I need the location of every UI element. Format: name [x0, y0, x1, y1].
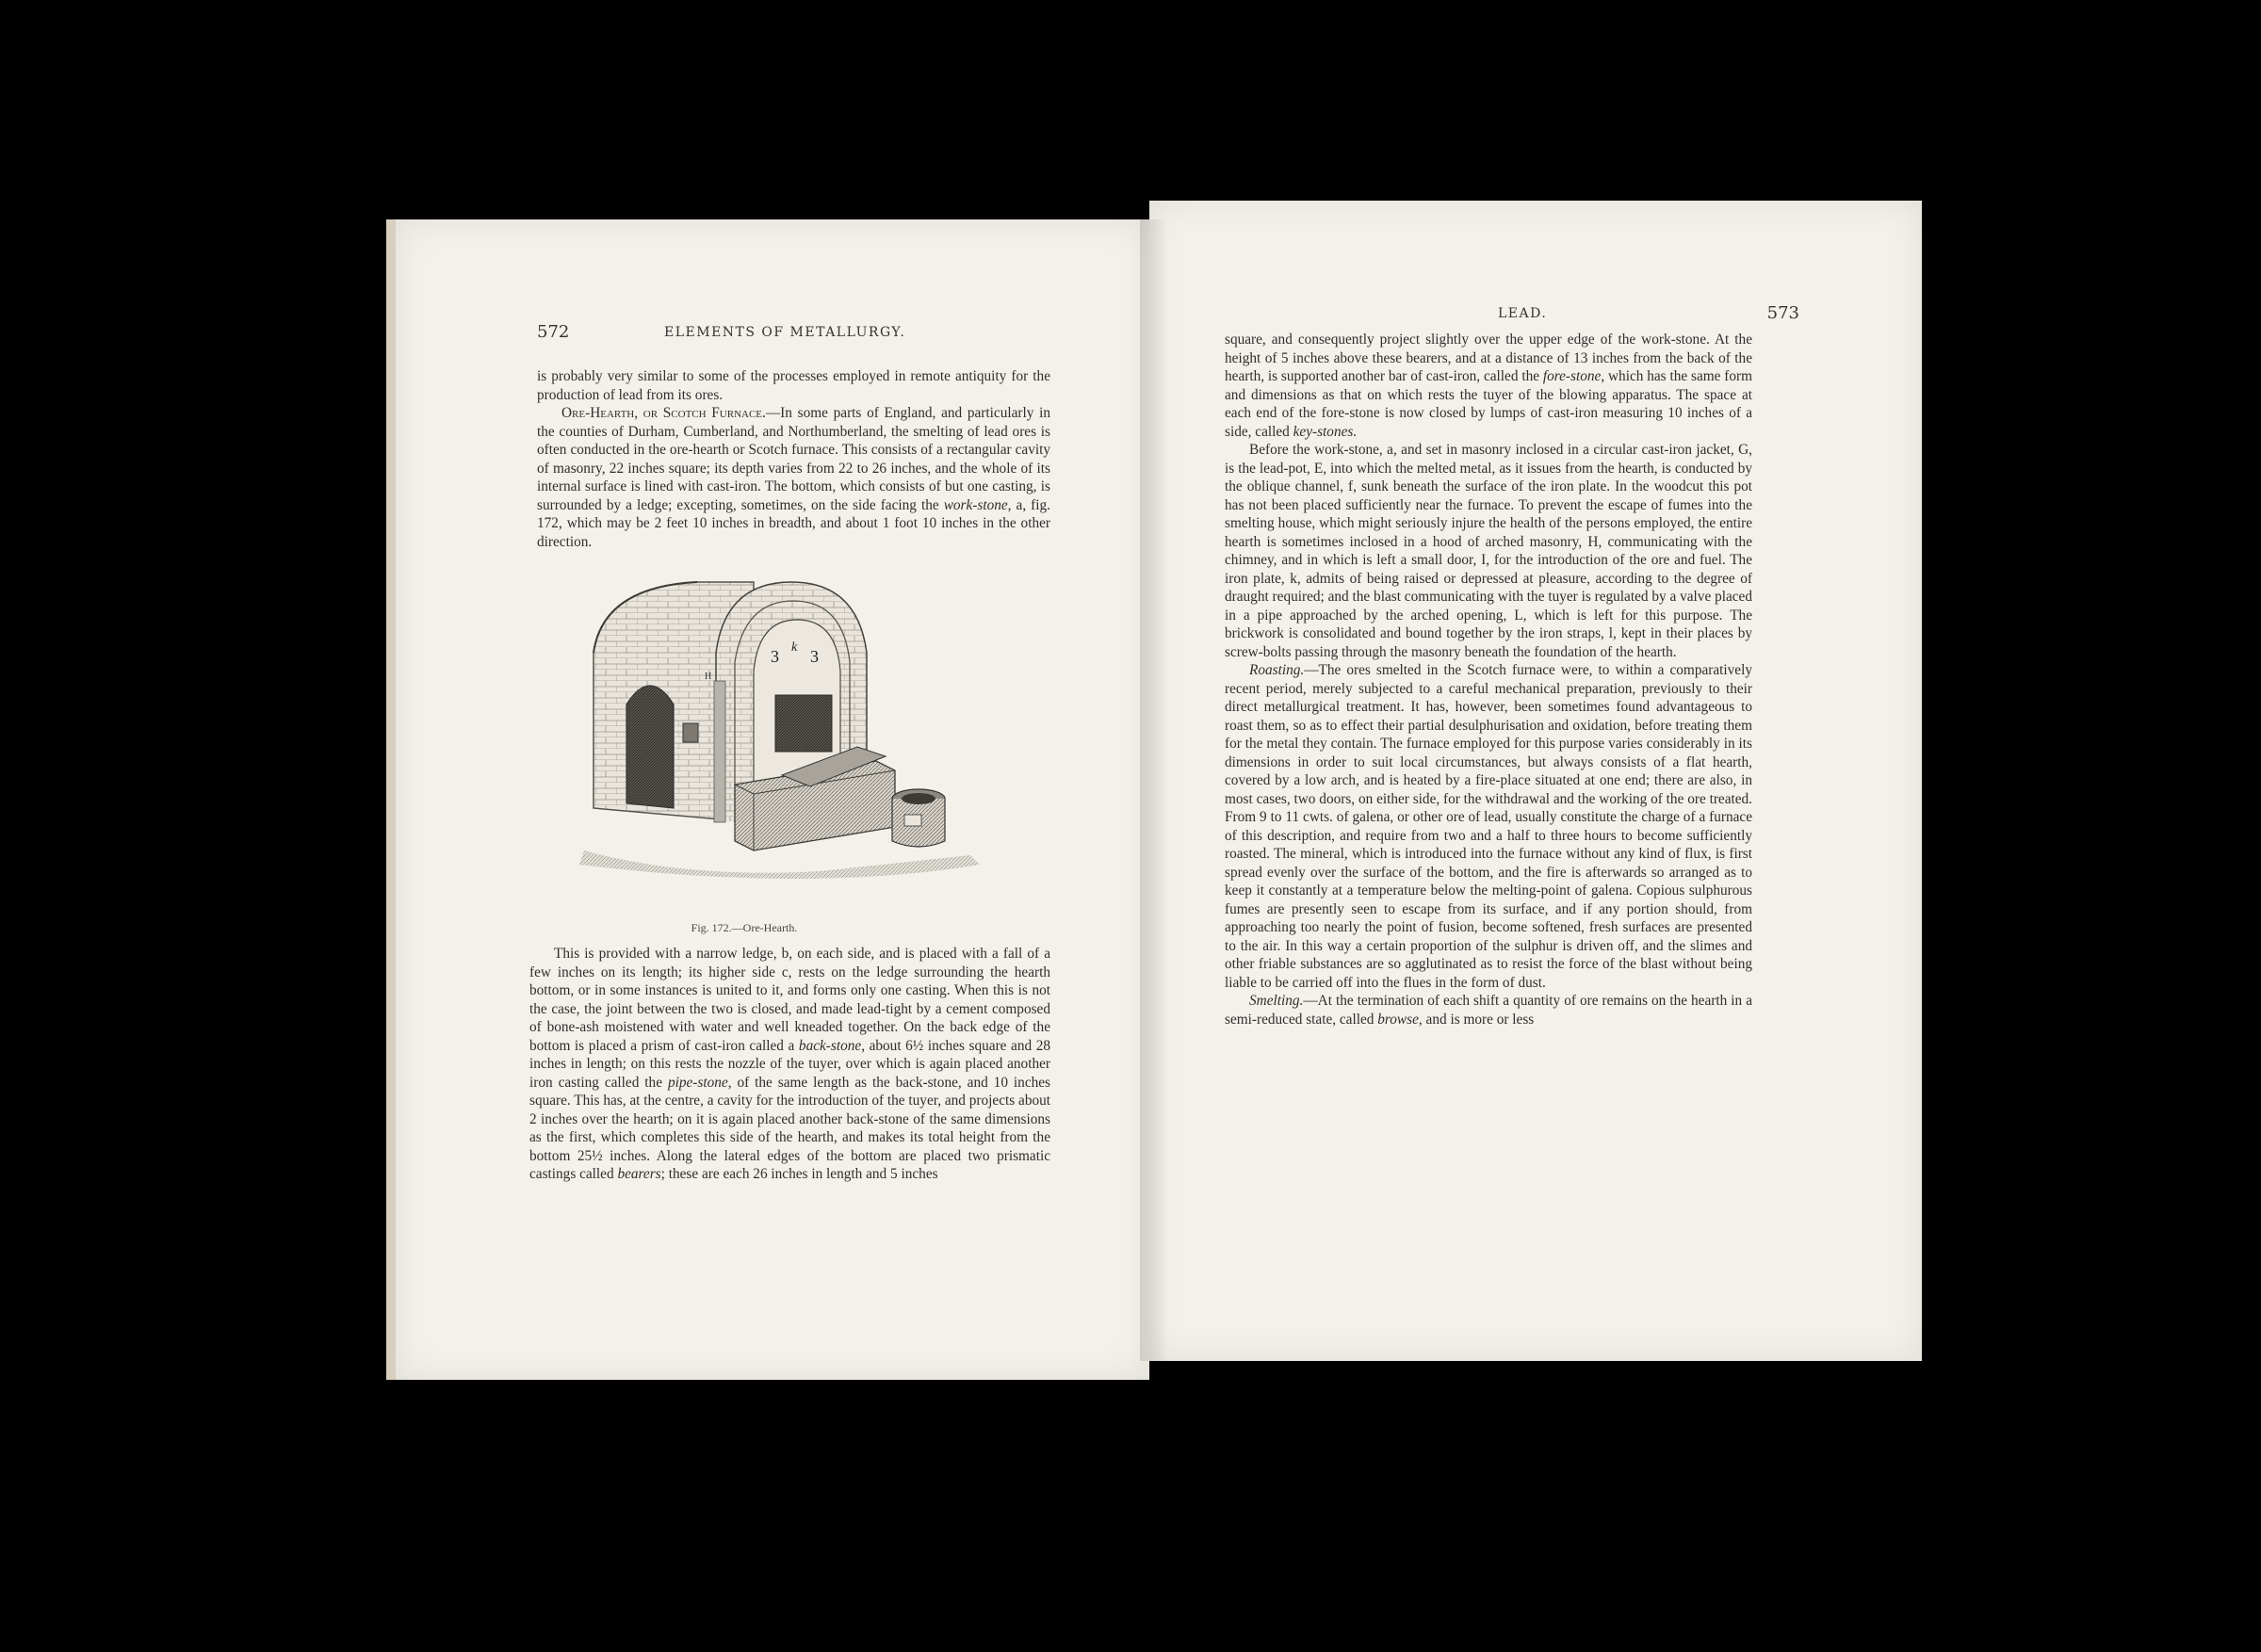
text-block-bottom	[529, 945, 1050, 1184]
figure-caption: Fig. 172.—Ore-Hearth.	[691, 921, 798, 934]
paragraph: is probably very similar to some of the processes employed in remote antiquity for the production of lead from its ores.	[537, 368, 1050, 403]
section-heading: Roasting.	[1249, 662, 1305, 678]
figure-label: 3	[771, 647, 779, 666]
paragraph-roasting: Roasting.—The ores smelted in the Scotch furnace were, to within a comparatively recent period, merely subjected to a careful mechanical preparation, previously to their direct metallurgical treatment. It has, however, been sometimes found advantageous to roast them, so as to effect their partial desulphurisation and oxidation, before treating them for the metal they contain. The furnace employed for this purpose varies considerably in its dimensions in order to suit local circumstances, but always consists of a flat hearth, covered by a low arch, and is heated by a fire-place situated at one end; there are also, in most cases, two doors, on either side, for the withdrawal and the working of the ore treated. From 9 to 11 cwts. of galena, or other ore of lead, usually constitute the charge of a furnace of this description, and require from two and a half to three hours to become sufficiently roasted. The mineral, which is introduced into the furnace without any kind of flux, is first spread evenly over the surface of the bottom, and the fire is afterwards so arranged as to keep it constantly at a temperature below the melting-point of galena. Copious sulphurous fumes are presently seen to escape from its surface, and if any portion should, from approaching too nearly the point of fusion, become softened, fresh surfaces are presented to the air. In this way a certain proportion of the sulphur is driven off, and the slimes and other friable substances are so agglutinated as to resist the force of the blast without being liable to be carried off into the flues in the form of dust.	[1225, 662, 1752, 991]
running-head-left	[396, 322, 1149, 353]
paragraph-ledge: This is provided with a narrow ledge, b, on each side, and is placed with a fall of a few inches on its length; its higher side c, rests on the ledge surrounding the hearth bottom, or in some instances is united to it, and forms only one casting. When this is not the case, the joint between the two is closed, and made lead-tight by a cement composed of bone-ash moistened with water and well kneaded together. On the back edge of the bottom is placed a prism of cast-iron called a back-stone, about 6½ inches square and 28 inches in length; on this rests the nozzle of the tuyer, over which is again placed another iron casting called the pipe-stone, of the same length as the back-stone, and 10 inches square. This has, at the centre, a cavity for the introduction of the tuyer, and projects about 2 inches over the hearth; on it is again placed another back-stone of the same dimensions as the first, which completes this side of the hearth, and makes its total height from the bottom 25½ inches. Along the lateral edges of the bottom are placed two prismatic castings called bearers; these are each 26 inches in length and 5 inches	[529, 946, 1051, 1182]
open-book	[386, 201, 1922, 1359]
page-number: 572	[537, 322, 570, 342]
paragraph-ore-hearth: Ore-Hearth, or Scotch Furnace.—In some parts of England, and particularly in the counties of Durham, Cumberland, and Northumberland, the smelting of lead ores is often conducted in the ore-hearth or Scotch furnace. This consists of a rectangular cavity of masonry, 22 inches square; its depth varies from 22 to 26 inches, and the whole of its internal surface is lined with cast-iron. The bottom, which consists of but one casting, is surrounded by a ledge; excepting, sometimes, on the side facing the work-stone, a, fig. 172, which may be 2 feet 10 inches in breadth, and about 1 foot 10 inches in the other direction.	[537, 405, 1050, 550]
running-head-title: LEAD.	[1498, 306, 1548, 321]
figure-label: H	[705, 672, 712, 682]
running-head-title: ELEMENTS OF METALLURGY.	[664, 325, 906, 340]
section-heading: Smelting.	[1249, 993, 1304, 1009]
text-block-top	[537, 367, 1050, 551]
page-number: 573	[1766, 303, 1799, 323]
right-page	[1149, 201, 1922, 1361]
text-block-right	[1225, 331, 1752, 1028]
figure-label: k	[791, 640, 798, 655]
section-heading: Ore-Hearth, or Scotch Furnace.	[561, 405, 766, 421]
paragraph-continued: square, and consequently project slightly over the upper edge of the work-stone. At the height of 5 inches above these bearers, and at a distance of 13 inches from the back of the hearth, is supported another bar of cast-iron, called the fore-stone, which has the same form and dimensions as that on which rests the tuyer of the blowing apparatus. The space at each end of the fore-stone is now closed by lumps of cast-iron measuring 10 inches of a side, called key-stones.	[1225, 332, 1752, 440]
paragraph-lead-pot: Before the work-stone, a, and set in masonry inclosed in a circular cast-iron jacket, G, is the lead-pot, E, into which the melted metal, as it issues from the hearth, is conducted by the oblique channel, f, sunk beneath the surface of the iron plate. In the woodcut this pot has not been placed sufficiently near the furnace. To prevent the escape of fumes into the smelting house, which might seriously injure the health of the persons employed, the entire hearth is sometimes inclosed in a hood of arched masonry, H, communicating with the chimney, and in which is left a small door, I, for the introduction of the ore and fuel. The iron plate, k, admits of being raised or depressed at pleasure, according to the degree of draught required; and the blast communicating with the tuyer is regulated by a valve placed in a pipe approached by the arched opening, L, which is left for this purpose. The brickwork is consolidated and bound together by the iron straps, l, kept in their places by screw-bolts passing through the masonry beneath the foundation of the hearth.	[1225, 442, 1752, 660]
paragraph-smelting: Smelting.—At the termination of each shift a quantity of ore remains on the hearth in a semi-reduced state, called browse, and is more or less	[1225, 993, 1752, 1028]
ore-hearth-engraving	[575, 568, 989, 883]
figure-ore-hearth	[575, 568, 989, 883]
left-page	[386, 219, 1149, 1380]
figure-label: 3	[810, 647, 819, 666]
